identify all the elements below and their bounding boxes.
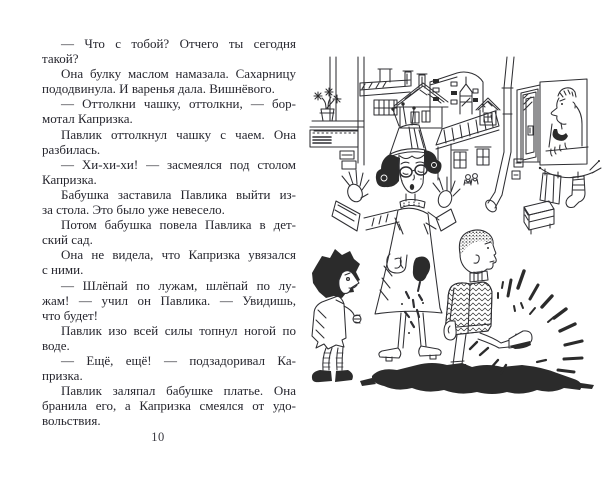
text-line: что будет! (42, 307, 98, 323)
text-line: с ними. (42, 262, 84, 278)
text-line: — Ещё, ещё! — подзадоривал Ка- (61, 352, 296, 368)
pocket-icon (387, 254, 407, 273)
illustration (302, 52, 602, 412)
text-line: Потом бабушка повела Павлика в дет- (61, 217, 296, 233)
text-line: ский сад. (42, 232, 93, 248)
puddle-icon (360, 363, 594, 394)
bg-building-tall-icon (430, 72, 483, 112)
text-line: разбилась. (42, 141, 101, 157)
bg-house-small-icon (476, 98, 500, 125)
text-line: Павлик заляпал бабушке платье. Она (61, 383, 296, 399)
text-line: Бабушка заставила Павлика выйти из- (61, 186, 296, 202)
grandmother-icon (332, 102, 460, 361)
text-line: Она булку маслом намазала. Сахарницу (61, 66, 296, 82)
flowers-icon (314, 88, 341, 103)
text-line: Павлик оттолкнул чашку с чаем. Она (61, 126, 296, 142)
crate-icon (524, 201, 554, 234)
text-line: призка. (42, 368, 83, 384)
small-figures-icon (464, 174, 478, 185)
text-line: за стола. Это было уже невесело. (42, 202, 225, 218)
clothesline-icon (539, 160, 601, 208)
text-line: Павлик изо всей силы топнул ногой по (61, 322, 296, 338)
text-line: такой? (42, 51, 79, 67)
bg-house-front-icon (436, 111, 499, 192)
text-line: вольствия. (42, 413, 101, 429)
text-line: мотал Капризка. (42, 111, 133, 127)
imp-kaprizka-icon (312, 249, 361, 382)
text-line: жам! — учил он Павлика. — Увидишь, (42, 292, 296, 308)
doorway-man-icon (517, 79, 588, 165)
text-line: Она не видела, что Капризка увязался (61, 247, 296, 263)
hair-icon (376, 150, 442, 187)
text-line: воде. (42, 337, 70, 353)
boy-pavlik-icon (444, 230, 532, 375)
text-column (42, 36, 296, 428)
text-line: — Оттолкни чашку, оттолкни, — бор- (61, 96, 296, 112)
text-line: — Хи-хи-хи! — засмеялся под столом (61, 156, 296, 172)
text-line: бранила его, а Капризка смеялся от удо- (42, 398, 296, 414)
bg-tower-icon (460, 77, 472, 114)
bg-flat-roof-icon (360, 69, 410, 96)
text-line: Капризка. (42, 171, 97, 187)
shoes-icon (379, 346, 441, 361)
towel-icon (540, 169, 561, 204)
text-line: — Что с тобой? Отчего ты сегодня (61, 36, 296, 51)
text-line: — Шлёпай по лужам, шлёпай по лу- (61, 277, 296, 293)
text-line: пододвинула. И варенья дала. Вишнёвого. (42, 81, 275, 97)
page-number: 10 (151, 430, 165, 444)
bg-building-corner-icon (310, 57, 364, 169)
man-icon (546, 88, 588, 156)
